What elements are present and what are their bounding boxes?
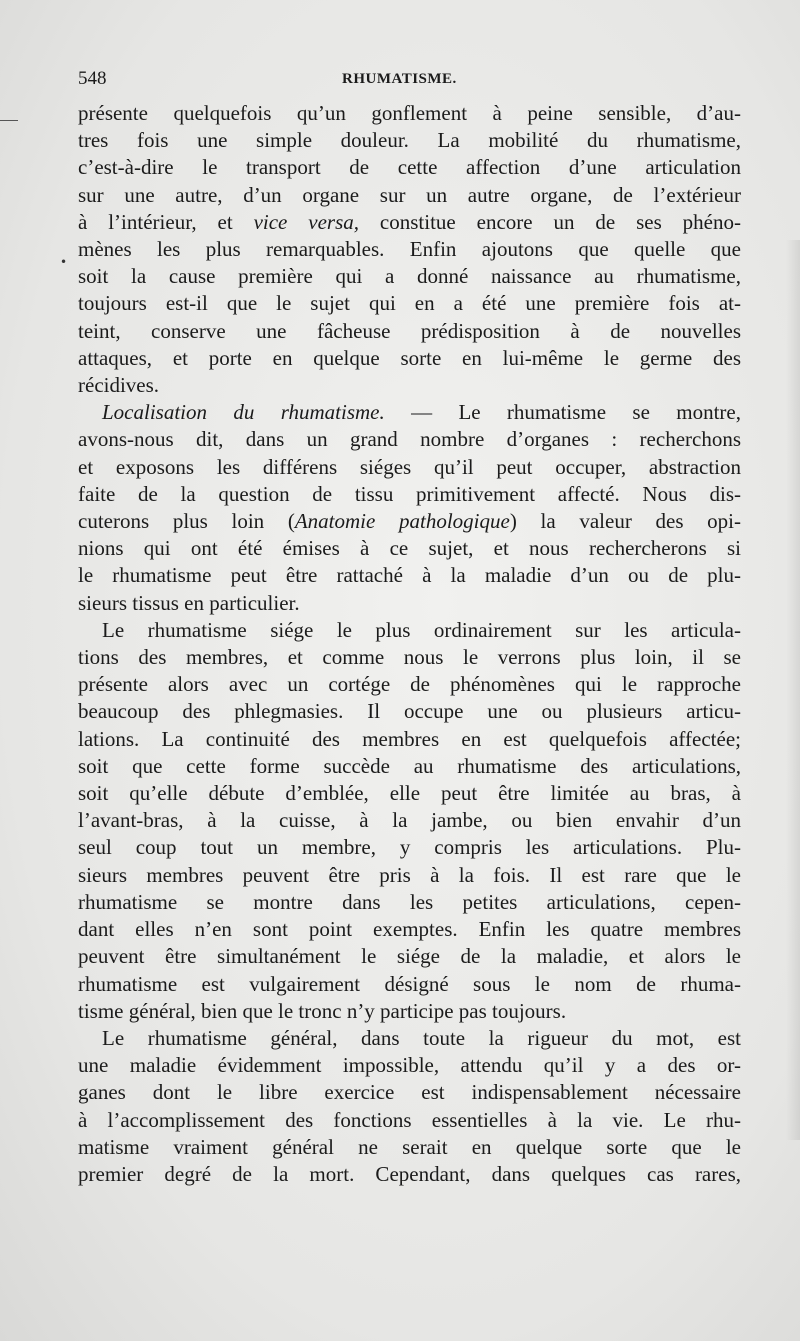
text-line: dant elles n’en sont point exemptes. Enfin les quatre membres — [78, 917, 741, 942]
text-line: tisme général, bien que le tronc n’y participe pas toujours. — [78, 998, 567, 1023]
text-line: l’avant-bras, à la cuisse, à la jambe, ou bien envahir d’un — [78, 808, 741, 833]
text-segment: constitue encore un de ses phéno- — [359, 209, 741, 234]
text-line: avons-nous dit, dans un grand nombre d’organes : recherchons — [78, 427, 741, 452]
text-segment: cuterons plus loin ( — [78, 509, 295, 534]
text-segment: — Le rhumatisme se montre, — [384, 400, 741, 425]
italic-phrase: Anatomie pathologique — [294, 509, 510, 534]
text-line: à l’accomplissement des fonctions essentielles à la vie. Le rhu- — [78, 1107, 741, 1132]
text-line: sur une autre, d’un organe sur un autre organe, de l’extérieur — [78, 182, 741, 207]
text-line: teint, conserve une fâcheuse prédisposition à de nouvelles — [78, 318, 741, 343]
page-header — [78, 68, 741, 98]
italic-phrase: vice versa, — [253, 209, 359, 234]
text-line: rhumatisme se montre dans les petites articulations, cepen- — [78, 889, 741, 914]
text-line: premier degré de la mort. Cependant, dans quelques cas rares, — [78, 1161, 741, 1186]
text-line: sieurs tissus en particulier. — [78, 590, 300, 615]
running-head: RHUMATISME. — [342, 71, 457, 87]
text-line: matisme vraiment général ne serait en quelque sorte que le — [78, 1134, 741, 1159]
text-line — [78, 209, 741, 236]
text-line: c’est-à-dire le transport de cette affection d’une articulation — [78, 155, 741, 180]
text-segment: ) la valeur des opi- — [509, 509, 741, 534]
text-line: Le rhumatisme général, dans toute la rigueur du mot, est — [102, 1025, 741, 1050]
text-line: lations. La continuité des membres en est quelquefois affectée; — [78, 726, 741, 751]
text-line: rhumatisme est vulgairement désigné sous le nom de rhuma- — [78, 971, 741, 996]
text-line: récidives. — [78, 373, 160, 398]
text-line: présente quelquefois qu’un gonflement à peine sensible, d’au- — [78, 101, 741, 125]
text-line — [78, 508, 741, 535]
text-line: mènes les plus remarquables. Enfin ajoutons que quelle que — [78, 237, 741, 262]
text-line: tions des membres, et comme nous le verrons plus loin, il se — [78, 645, 741, 670]
text-line: une maladie évidemment impossible, attendu qu’il y a des or- — [78, 1053, 741, 1078]
page-number: 548 — [78, 68, 107, 89]
text-line: toujours est-il que le sujet qui en a été une première fois at- — [78, 291, 741, 316]
text-line: ganes dont le libre exercice est indispensablement nécessaire — [78, 1080, 741, 1105]
text-line: et exposons les différens siéges qu’il peut occuper, abstraction — [78, 454, 741, 479]
text-line — [78, 399, 741, 426]
margin-mark: • — [60, 255, 68, 269]
text-line: soit la cause première qui a donné naissance au rhumatisme, — [78, 264, 741, 289]
text-line: peuvent être simultanément le siége de la maladie, et alors le — [78, 944, 741, 969]
text-line: tres fois une simple douleur. La mobilité du rhumatisme, — [78, 128, 741, 153]
text-line: seul coup tout un membre, y compris les articulations. Plu- — [78, 835, 741, 860]
text-line: soit que cette forme succède au rhumatisme des articulations, — [78, 753, 741, 778]
text-line: le rhumatisme peut être rattaché à la maladie d’un ou de plu- — [78, 563, 741, 588]
text-line: faite de la question de tissu primitivement affecté. Nous dis- — [78, 481, 741, 506]
text-segment: à l’intérieur, et — [78, 209, 254, 234]
text-line: Le rhumatisme siége le plus ordinairement sur les articula- — [102, 617, 741, 642]
text-line: soit qu’elle débute d’emblée, elle peut être limitée au bras, à — [78, 781, 741, 806]
text-line: beaucoup des phlegmasies. Il occupe une ou plusieurs articu- — [78, 699, 741, 724]
text-line: attaques, et porte en quelque sorte en lui-même le germe des — [78, 345, 741, 370]
text-line: présente alors avec un cortége de phénomènes qui le rapproche — [78, 672, 741, 697]
text-line: nions qui ont été émises à ce sujet, et nous rechercherons si — [78, 536, 741, 561]
edge-mark — [0, 120, 18, 121]
italic-heading: Localisation du rhumatisme. — [102, 400, 385, 425]
page-edge-shadow — [786, 240, 800, 1140]
text-line: sieurs membres peuvent être pris à la fois. Il est rare que le — [78, 862, 741, 887]
body-text — [78, 100, 741, 1188]
